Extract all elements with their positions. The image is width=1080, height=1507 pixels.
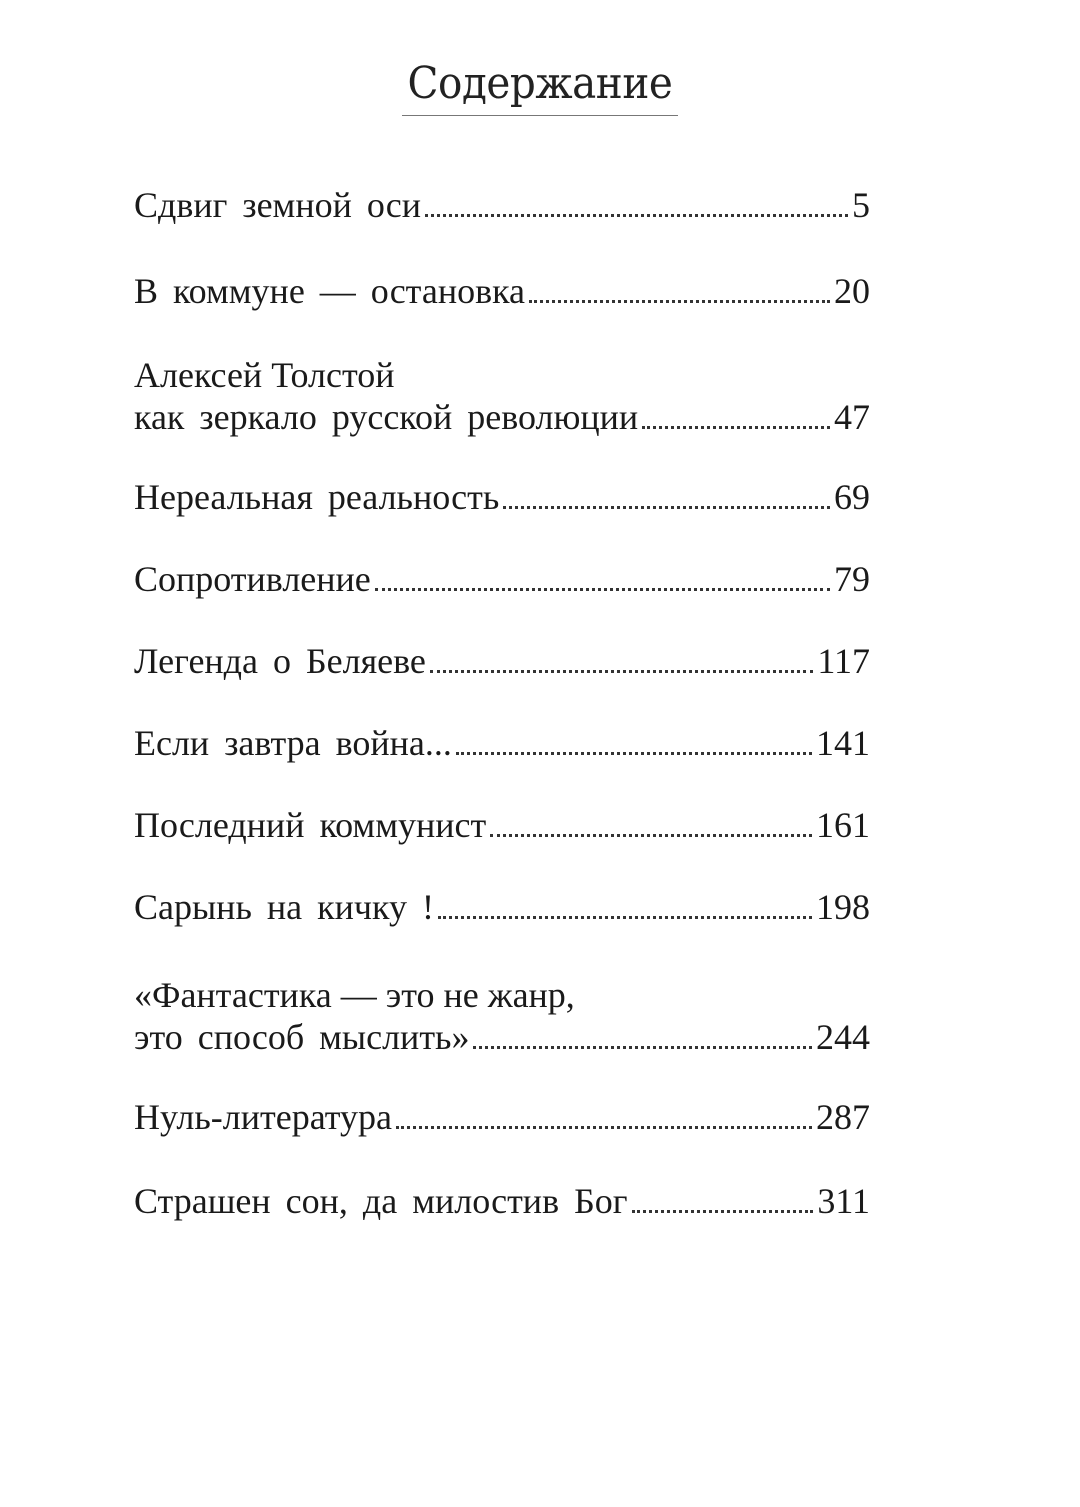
dot-leader xyxy=(438,915,812,919)
toc-entry-title: как зеркало русской революции xyxy=(134,397,639,437)
dot-leader xyxy=(396,1125,812,1129)
toc-entry-title: Если завтра война... xyxy=(134,723,452,763)
toc-entry xyxy=(134,886,870,928)
toc-entry-page: 244 xyxy=(816,1017,870,1057)
toc-entry xyxy=(134,640,870,682)
toc-entry-title: Страшен сон, да милостив Бог xyxy=(134,1181,628,1221)
toc-entry-title: Нереальная реальность xyxy=(134,477,500,517)
toc-entry xyxy=(134,354,870,438)
table-of-contents xyxy=(134,184,870,1221)
toc-entry-title: Легенда о Беляеве xyxy=(134,641,426,681)
dot-leader xyxy=(375,587,830,591)
toc-entry-title: В коммуне — остановка xyxy=(134,271,526,311)
toc-entry-page: 287 xyxy=(816,1097,870,1137)
toc-entry-page: 117 xyxy=(817,641,870,681)
toc-entry xyxy=(134,270,870,312)
toc-entry-title-line: Алексей Толстой xyxy=(134,355,395,395)
toc-entry-title: это способ мыслить» xyxy=(134,1017,470,1057)
dot-leader xyxy=(430,669,813,673)
toc-entry-page: 79 xyxy=(834,559,870,599)
toc-entry-page: 69 xyxy=(834,477,870,517)
page-title-text: Содержание xyxy=(402,58,678,116)
dot-leader xyxy=(473,1045,812,1049)
toc-entry-title: Сдвиг земной оси xyxy=(134,185,422,225)
toc-entry-title: Сопротивление xyxy=(134,559,371,599)
toc-entry-page: 5 xyxy=(852,185,870,225)
dot-leader xyxy=(632,1209,814,1213)
dot-leader xyxy=(490,833,812,837)
dot-leader xyxy=(529,299,830,303)
toc-entry-page: 161 xyxy=(816,805,870,845)
dot-leader xyxy=(425,213,848,217)
toc-entry xyxy=(134,1096,870,1138)
toc-entry xyxy=(134,974,870,1058)
toc-entry-page: 311 xyxy=(817,1181,870,1221)
toc-entry xyxy=(134,476,870,518)
toc-entry xyxy=(134,804,870,846)
toc-entry-page: 141 xyxy=(816,723,870,763)
dot-leader xyxy=(642,425,830,429)
page-title xyxy=(0,58,1080,116)
toc-entry-title: Последний коммунист xyxy=(134,805,487,845)
toc-entry xyxy=(134,722,870,764)
dot-leader xyxy=(456,751,812,755)
toc-entry-page: 198 xyxy=(816,887,870,927)
toc-entry-title-line: «Фантастика — это не жанр, xyxy=(134,975,575,1015)
toc-entry xyxy=(134,1180,870,1222)
toc-entry xyxy=(134,558,870,600)
toc-entry-title: Сарынь на кичку ! xyxy=(134,887,434,927)
toc-entry-page: 47 xyxy=(834,397,870,437)
toc-entry xyxy=(134,184,870,226)
toc-entry-page: 20 xyxy=(834,271,870,311)
dot-leader xyxy=(503,505,830,509)
toc-entry-title: Нуль-литература xyxy=(134,1097,393,1137)
